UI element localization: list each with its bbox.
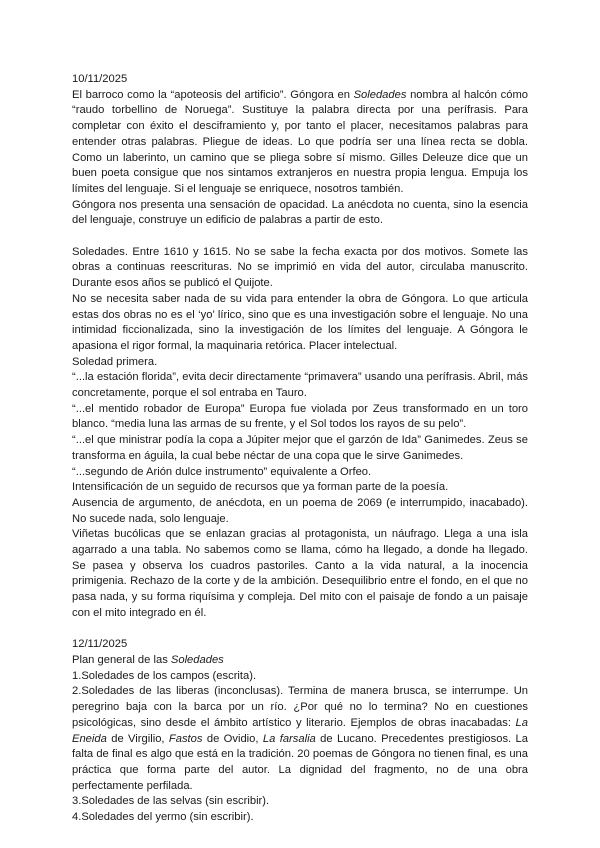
italic-title: La Eneida [72, 716, 528, 745]
paragraph: Viñetas bucólicas que se enlazan gracias al protagonista, un náufrago. Llega a una isla agarrado a una tabla. No sabemos como se llama, cómo ha llegado, a donde ha llegado. Se pasea y observa los cuadros pastoriles. Canto a la vida natural, a la inocencia primigenia. Rechazo de la corte y de la ambición. Desequilibrio entre el fondo, en el que no pasa nada, y su forma riquísima y compleja. Del mito con el paisaje de fondo a un paisaje con el mito integrado en él. [72, 528, 528, 619]
list-item: 2.Soledades de las liberas (inconclusas). Termina de manera brusca, se interrumpe. Un peregrino baja con la barca por un río. ¿Por qué no lo termina? No en cuestiones psicológicas, sino desde el ámbito artístico y literario. Ejemplos de obras inacabadas: La Eneida de Virgilio, Fastos de Ovidio, La farsalia de Lucano. Precedentes prestigiosos. La falta de final es algo que está en la tradición. 20 poemas de Góngora no tienen final, es una práctica que forma parte del autor. La dignidad del fragmento, no de una obra perfectamente perfilada. [72, 685, 528, 792]
paragraph: Intensificación de un seguido de recursos que ya forman parte de la poesía. [72, 481, 449, 494]
list-item: 1.Soledades de los campos (escrita). [72, 669, 257, 682]
italic-title: Soledades [170, 653, 224, 666]
italic-title: La farsalia [262, 732, 316, 745]
italic-title: Soledades [353, 88, 407, 101]
list-item: 4.Soledades del yermo (sin escribir). [72, 811, 254, 824]
blank-line [72, 229, 528, 245]
date-heading: 10/11/2025 [72, 73, 128, 85]
italic-title: Fastos [168, 732, 203, 745]
paragraph: Soledades. Entre 1610 y 1615. No se sabe la fecha exacta por dos motivos. Somete las obras a continuas reescrituras. No se imprimió en vida del autor, circulaba manuscrito. Durante esos años se publicó el Quijote. [72, 245, 528, 290]
paragraph: Góngora nos presenta una sensación de opacidad. La anécdota no cuenta, sino la esencia del lenguaje, construye un edificio de palabras a partir de esto. [72, 198, 528, 227]
paragraph: “...la estación florida”, evita decir directamente “primavera” usando una perífrasis. Abril, más concretamente, porque el sol entraba en Tauro. [72, 371, 528, 400]
blank-line [72, 622, 528, 638]
subheading: Plan general de las Soledades [72, 653, 224, 666]
paragraph: “...segundo de Arión dulce instrumento” equivalente a Orfeo. [72, 465, 372, 478]
date-heading: 12/11/2025 [72, 638, 128, 651]
paragraph: Ausencia de argumento, de anécdota, en un poema de 2069 (e interrumpido, inacabado). No sucede nada, solo lenguaje. [72, 496, 528, 525]
paragraph: “...el que ministrar podía la copa a Júpiter mejor que el garzón de Ida” Ganimedes. Zeus se transforma en águila, la cual bebe néctar de una copa que le sirve Ganimedes. [72, 434, 528, 462]
subheading: Soledad primera. [72, 355, 158, 368]
paragraph: El barroco como la “apoteosis del artificio”. Góngora en Soledades nombra al halcón cómo “raudo torbellino de Noruega”. Sustituye la palabra directa por una perífrasis. Para completar con éxito el desciframiento y, por tanto el placer, necesitamos palabras para entender otras palabras. Pliegue de ideas. Lo que podría ser una línea recta se dobla. Como un laberinto, un camino que se pliega sobre sí mismo. Gilles Deleuze dice que un buen poeta consigue que nos sintamos extranjeros en nuestra propia lengua. Empuja los límites del lenguaje. Si el lenguaje se enriquece, nosotros también. [72, 88, 528, 195]
paragraph: “...el mentido robador de Europa” Europa fue violada por Zeus transformado en un toro blanco. “media luna las armas de su frente, y el Sol todos los rayos de su pelo”. [72, 402, 528, 431]
paragraph: No se necesita saber nada de su vida para entender la obra de Góngora. Lo que articula estas dos obras no es el ‘yo’ lírico, sino que es una investigación sobre el lenguaje. No una intimidad ficcionalizada, sino la investigación de los límites del lenguaje. A Góngora le apasiona el rigor formal, la maquinaria retórica. Placer intelectual. [72, 292, 528, 352]
list-item: 3.Soledades de las selvas (sin escribir). [72, 795, 270, 808]
